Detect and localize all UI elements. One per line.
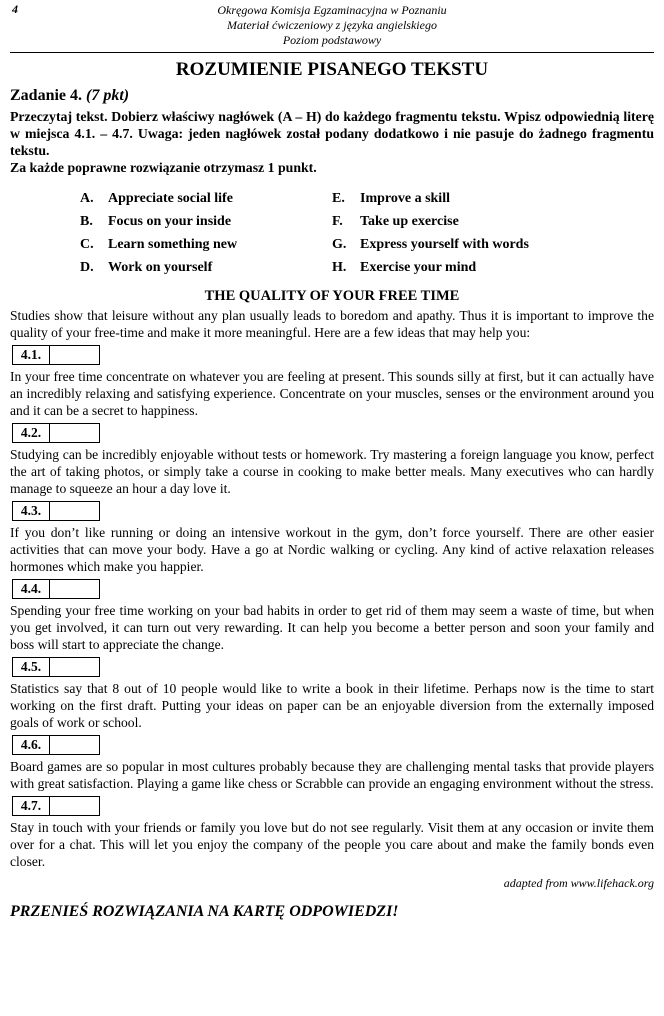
answer-field[interactable] <box>50 345 100 365</box>
heading-letter: B. <box>80 214 93 229</box>
page-number: 4 <box>12 2 18 16</box>
heading-option <box>332 236 592 254</box>
answer-field[interactable] <box>50 423 100 443</box>
heading-text: Work on yourself <box>108 260 213 275</box>
article-paragraph: Studying can be incredibly enjoyable without tests or homework. Try mastering a foreign language you know, perfect the art of taking photos, or simply take a course in cooking to make better meals. Many executives who can hardly manage to squeeze an hour a day love it. <box>10 447 654 496</box>
header-lines <box>10 0 654 48</box>
section-title: ROZUMIENIE PISANEGO TEKSTU <box>175 59 489 80</box>
source-site: www.lifehack.org <box>570 876 654 890</box>
answer-box <box>12 735 654 755</box>
answer-number: 4.6. <box>12 735 50 755</box>
footer-instruction: PRZENIEŚ ROZWIĄZANIA NA KARTĘ ODPOWIEDZI! <box>10 903 399 920</box>
answer-box <box>12 796 654 816</box>
answer-number: 4.4. <box>12 579 50 599</box>
heading-option <box>332 190 592 208</box>
heading-letter: H. <box>332 260 347 275</box>
article-paragraph: Statistics say that 8 out of 10 people would like to write a book in their lifetime. Perhaps now is the time to start working on the first draft. Putting your ideas on paper can be an enjoyable diversion from the externally imposed goals of work or school. <box>10 681 654 730</box>
instruction-line: Przeczytaj tekst. Dobierz właściwy nagłówek (A – H) do każdego fragmentu tekstu. Wpisz odpowiednią literę w miejsca 4.1. – 4.7. Uwaga: jeden nagłówek został podany dodatkowo i nie pasuje do żadnego fragmentu tekstu. <box>10 109 654 158</box>
heading-option <box>332 259 592 277</box>
article-paragraph: In your free time concentrate on whatever you are feeling at present. This sounds silly at first, but it can actually have an incredibly relaxing and satisfying experience. Concentrate on your muscles, senses or the environment around you and it can be a secret to happiness. <box>10 369 654 418</box>
heading-text: Appreciate social life <box>108 191 233 206</box>
heading-letter: A. <box>80 191 94 206</box>
article-paragraph: Board games are so popular in most cultures probably because they are challenging mental tasks that provide players with great satisfaction. Playing a game like chess or Scrabble can provide an engaging environment without the stress. <box>10 759 654 791</box>
task-title <box>10 87 654 105</box>
heading-text: Take up exercise <box>360 214 459 229</box>
heading-text: Exercise your mind <box>360 260 477 275</box>
answer-box <box>12 501 654 521</box>
answer-number: 4.7. <box>12 796 50 816</box>
answer-box <box>12 657 654 677</box>
heading-text: Focus on your inside <box>108 214 232 229</box>
answer-field[interactable] <box>50 796 100 816</box>
heading-text: Express yourself with words <box>360 237 529 252</box>
header-line: Okręgowa Komisja Egzaminacyjna w Poznaniu <box>217 3 447 17</box>
task-instructions <box>10 108 654 176</box>
answer-number: 4.1. <box>12 345 50 365</box>
task-number: Zadanie 4. <box>10 87 83 104</box>
page-header <box>10 0 654 53</box>
source-note <box>10 876 654 891</box>
heading-letter: C. <box>80 237 94 252</box>
heading-option <box>332 213 592 231</box>
heading-option <box>80 190 332 208</box>
headings-list <box>80 190 654 277</box>
answer-box <box>12 345 654 365</box>
answer-box <box>12 579 654 599</box>
answer-field[interactable] <box>50 735 100 755</box>
heading-letter: F. <box>332 214 343 229</box>
header-line: Poziom podstawowy <box>282 33 382 47</box>
answer-number: 4.5. <box>12 657 50 677</box>
article-intro: Studies show that leisure without any plan usually leads to boredom and apathy. Thus it is important to improve the quality of your free-time and make it more meaningful. Here are a few ideas that may help you: <box>10 308 654 340</box>
task-points: (7 pkt) <box>86 87 130 104</box>
heading-text: Improve a skill <box>360 191 450 206</box>
answer-number: 4.3. <box>12 501 50 521</box>
heading-option <box>80 236 332 254</box>
answer-field[interactable] <box>50 501 100 521</box>
source-prefix: adapted from <box>503 876 568 890</box>
heading-letter: D. <box>80 260 94 275</box>
heading-option <box>80 213 332 231</box>
heading-option <box>80 259 332 277</box>
answer-box <box>12 423 654 443</box>
heading-letter: E. <box>332 191 345 206</box>
header-line: Materiał ćwiczeniowy z języka angielskiego <box>227 18 437 32</box>
answer-number: 4.2. <box>12 423 50 443</box>
heading-letter: G. <box>332 237 347 252</box>
article-paragraph: Spending your free time working on your bad habits in order to get rid of them may seem a waste of time, but when you get involved, it can turn out very rewarding. It can help you become a better person and soon your family and boss will start to appreciate the change. <box>10 603 654 652</box>
heading-text: Learn something new <box>108 237 238 252</box>
instruction-line: Za każde poprawne rozwiązanie otrzymasz 1 punkt. <box>10 160 317 175</box>
article-title: THE QUALITY OF YOUR FREE TIME <box>204 288 460 304</box>
answer-field[interactable] <box>50 579 100 599</box>
answer-field[interactable] <box>50 657 100 677</box>
article-paragraph: Stay in touch with your friends or family you love but do not see regularly. Visit them at any occasion or invite them over for a chat. This will let you enjoy the company of the people you care about and make the family bonds even closer. <box>10 820 654 869</box>
article-paragraph: If you don’t like running or doing an intensive workout in the gym, don’t force yourself. There are other easier activities that can move your body. Have a go at Nordic walking or cycling. Any kind of active relaxation releases hormones which make you happier. <box>10 525 654 574</box>
